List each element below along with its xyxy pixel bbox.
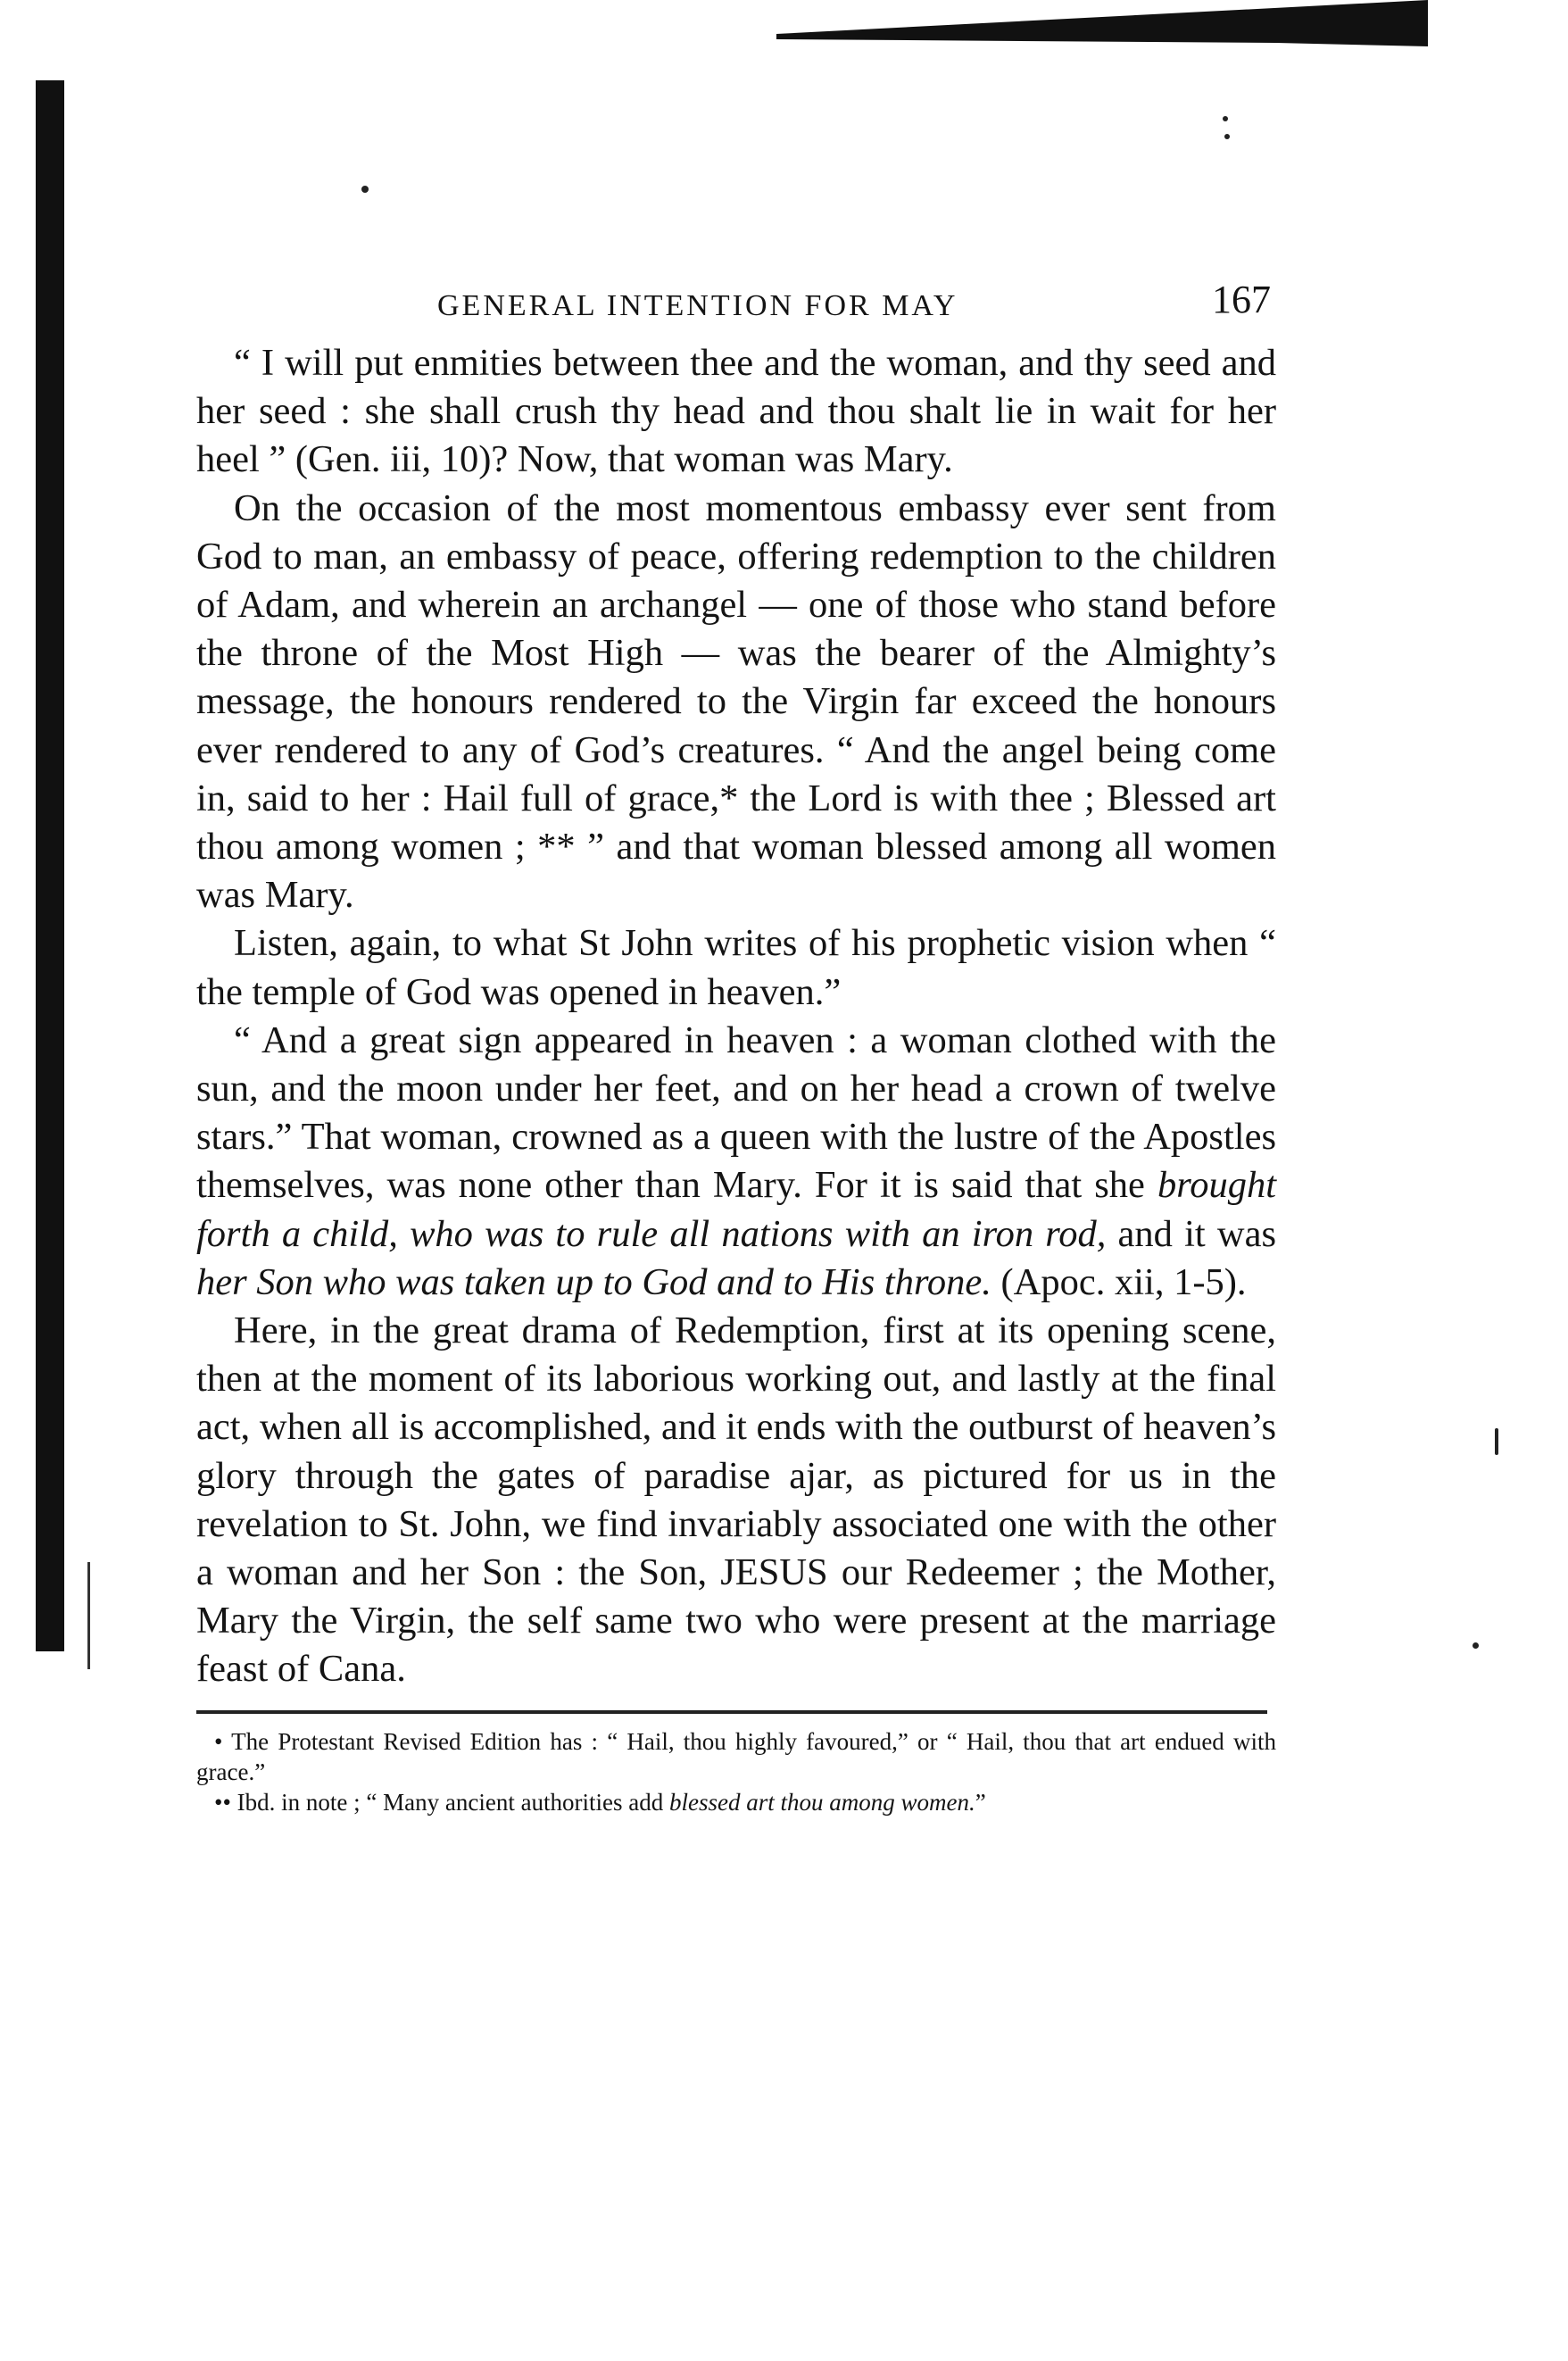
scan-edge-left-thin xyxy=(87,1562,90,1669)
footnote-italic: blessed art thou among women. xyxy=(669,1788,975,1816)
scan-edge-left xyxy=(36,80,64,1651)
speck xyxy=(1224,134,1230,139)
running-head xyxy=(196,277,1276,339)
page-number: 167 xyxy=(1212,278,1271,321)
book-page xyxy=(196,277,1276,1817)
paragraph: On the occasion of the most momentous embassy ever sent from God to man, an embassy of peace, offering redemption to the children of Adam, and wherein an archangel — one of those who stand before the throne of the Most High — was the bearer of the Almighty’s message, the honours rendered to the Virgin far exceed the honours ever rendered to any of God’s creatures. “ And the angel being come in, said to her : Hail full of grace,* the Lord is with thee ; Blessed art thou among women ; ** ” and that woman blessed among all women was Mary. xyxy=(196,486,1276,917)
paragraph: Here, in the great drama of Redemption, first at its opening scene, then at the moment of its laborious working out, and lastly at the final act, when all is accomplished, and it ends with the outburst of heaven’s glory through the gates of paradise ajar, as pictured for us in the revelation to St. John, we find invariably associated one with the other a woman and her Son : the Son, JESUS our Redeemer ; the Mother, Mary the Virgin, the self same two who were present at the marriage feast of Cana. xyxy=(196,1309,1276,1691)
scan-edge-top xyxy=(776,0,1428,54)
footnote-text: •• Ibd. in note ; “ Many ancient authorities add xyxy=(214,1788,664,1816)
footnote xyxy=(196,1787,1276,1817)
paragraph: Listen, again, to what St John writes of his prophetic vision when “ the temple of God was opened in heaven.” xyxy=(196,922,1276,1013)
footnote: • The Protestant Revised Edition has : “ Hail, thou highly favoured,” or “ Hail, thou that art endued with grace.” xyxy=(196,1727,1276,1785)
body-text xyxy=(196,339,1276,1694)
speck xyxy=(361,186,369,193)
speck xyxy=(1495,1428,1498,1455)
speck xyxy=(1223,116,1228,121)
running-title: GENERAL INTENTION FOR MAY xyxy=(437,289,958,322)
paragraph-text: and it was xyxy=(1117,1212,1276,1255)
paragraph-text: “ And a great sign appeared in heaven : a woman clothed with the sun, and the moon under her feet, and on her head a crown of twelve stars.” That woman, crowned as a queen with the lustre of the Apostles themselves, was none other than Mary. For it is said that she xyxy=(196,1018,1276,1207)
citation: (Apoc. xii, 1-5). xyxy=(1000,1260,1247,1303)
paragraph xyxy=(196,1017,1276,1307)
footnote-text: ” xyxy=(975,1788,986,1816)
paragraph: “ I will put enmities between thee and the woman, and thy seed and her seed : she shall crush thy head and thou shalt lie in wait for her heel ” (Gen. iii, 10)? Now, that woman was Mary. xyxy=(196,342,1276,481)
italic-quote: her Son who was taken up to God and to His throne. xyxy=(196,1260,991,1303)
footnotes xyxy=(196,1726,1276,1817)
footnote-rule xyxy=(196,1710,1267,1714)
italic-quote: brought forth a child, who was to rule all nations with an iron rod, xyxy=(196,1164,1277,1255)
speck xyxy=(1473,1642,1479,1649)
